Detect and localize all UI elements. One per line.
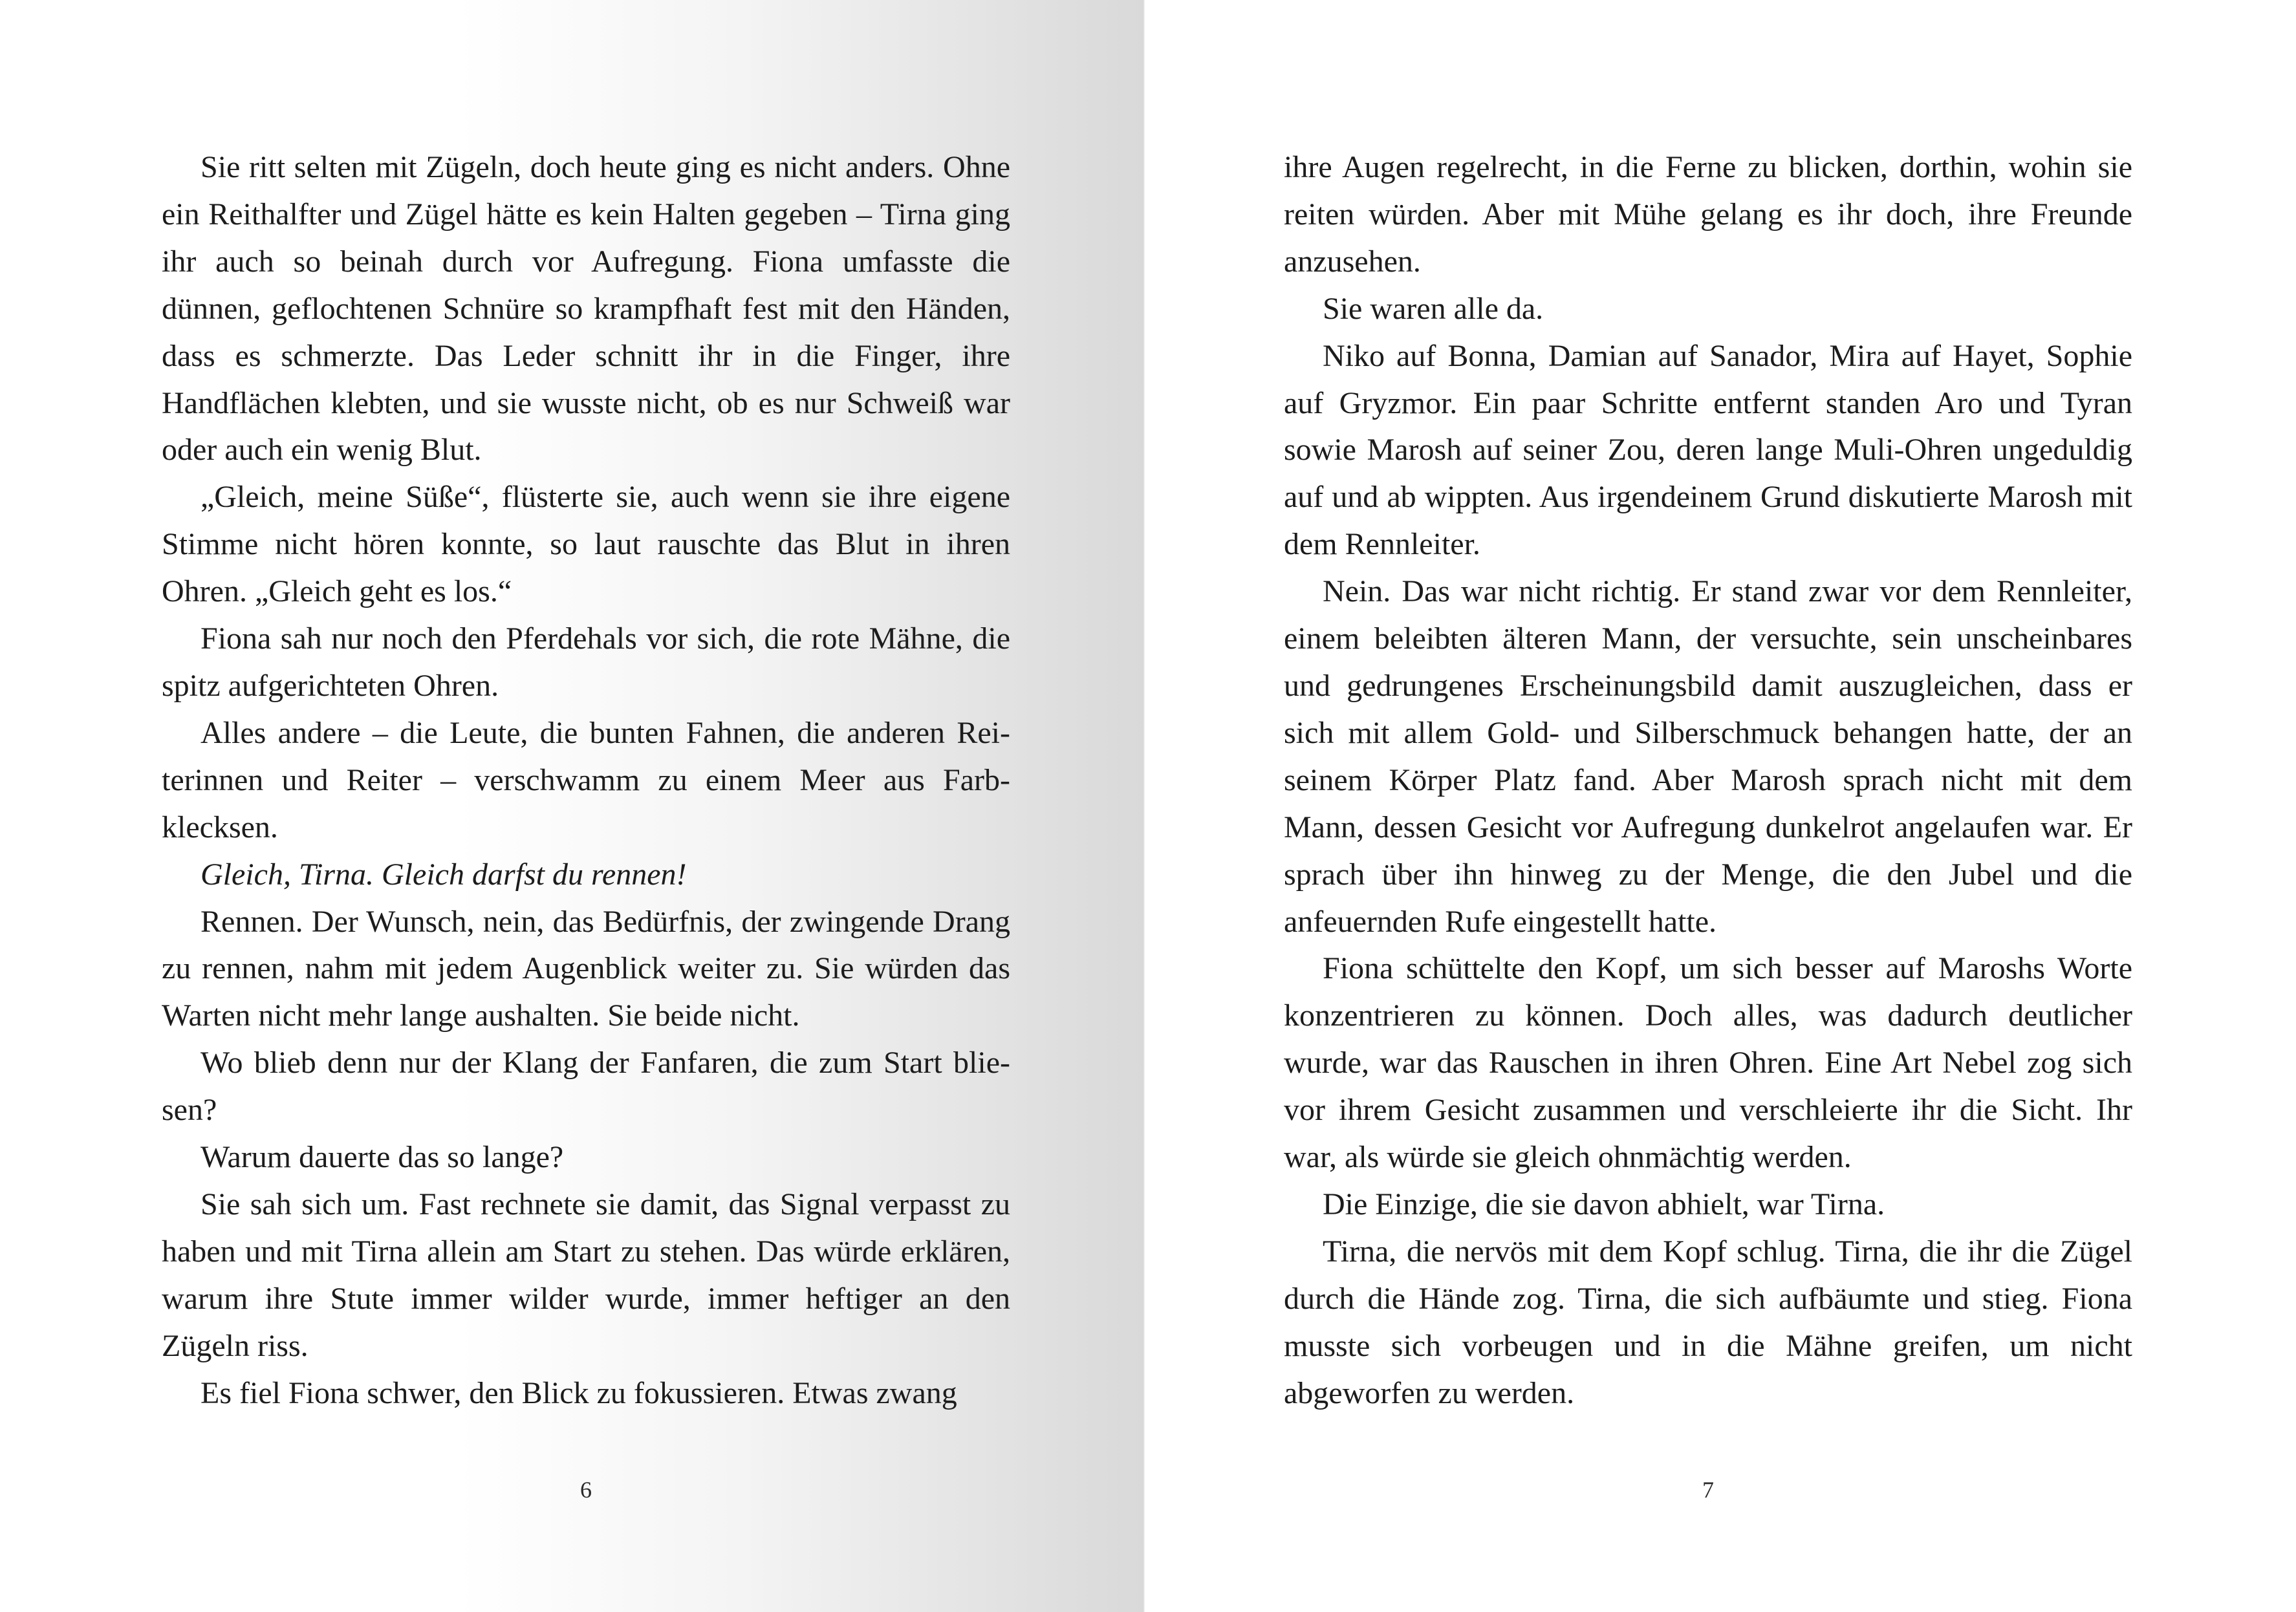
paragraph: Nein. Das war nicht richtig. Er stand zwar vor dem Rennleiter, einem beleibten älteren Mann, der versuchte, sein unscheinbares und gedrungenes Erscheinungsbild damit auszugleichen, dass er sich mit allem Gold- und Silberschmuck behangen hatte, der an seinem Körper Platz fand. Aber Marosh sprach nicht mit dem Mann, dessen Gesicht vor Aufregung dunkelrot angelaufen war. Er sprach über ihn hinweg zu der Menge, die den Jubel und die anfeuernden Rufe eingestellt hatte. bbox=[1284, 574, 2132, 939]
paragraph: Sie sah sich um. Fast rechnete sie damit, das Signal verpasst zu haben und mit Tirna allein am Start zu stehen. Das würde erklären, warum ihre Stute immer wilder wurde, immer heftiger an den Zügeln riss. bbox=[162, 1187, 1010, 1363]
left-page bbox=[0, 0, 1143, 1612]
paragraph: Tirna, die nervös mit dem Kopf schlug. Tirna, die ihr die Zügel durch die Hände zog. Tirna, die sich aufbäumte und stieg. Fiona musste sich vorbeugen und in die Mähne greifen, um nicht abgeworfen zu werden. bbox=[1284, 1234, 2132, 1410]
right-page-text bbox=[1284, 144, 2132, 1417]
paragraph: Die Einzige, die sie davon abhielt, war Tirna. bbox=[1323, 1187, 1885, 1221]
paragraph: Sie ritt selten mit Zügeln, doch heute ging es nicht anders. Ohne ein Reithalfter und Zügel hätte es kein Halten gegeben – Tirna ging ihr auch so beinah durch vor Aufregung. Fiona umfasste die dünnen, geflochtenen Schnüre so krampfhaft fest mit den Händen, dass es schmerzte. Das Leder schnitt ihr in die Finger, ihre Handflächen klebten, und sie wusste nicht, ob es nur Schweiß war oder auch ein wenig Blut. bbox=[162, 150, 1010, 467]
paragraph: Rennen. Der Wunsch, nein, das Bedürfnis, der zwingende Drang zu rennen, nahm mit jedem Augenblick weiter zu. Sie würden das Warten nicht mehr lange aushalten. Sie beide nicht. bbox=[162, 904, 1010, 1033]
paragraph: Alles andere – die Leute, die bunten Fahnen, die anderen Reiterinnen und Reiter – verschwamm zu einem Meer aus Farbklecksen. bbox=[162, 715, 1010, 844]
paragraph: Fiona schüttelte den Kopf, um sich besser auf Maroshs Worte konzentrieren zu können. Doch alles, was dadurch deutlicher wurde, war das Rauschen in ihren Ohren. Eine Art Nebel zog sich vor ihrem Gesicht zusammen und verschleierte ihr die Sicht. Ihr war, als würde sie gleich ohnmächtig werden. bbox=[1284, 951, 2132, 1175]
page-number-right: 7 bbox=[1702, 1477, 1714, 1503]
paragraph: Fiona sah nur noch den Pferdehals vor sich, die rote Mähne, die spitz aufgerichteten Ohren. bbox=[162, 621, 1010, 703]
paragraph: „Gleich, meine Süße“, flüsterte sie, auch wenn sie ihre eigene Stimme nicht hören konnte, so laut rauschte das Blut in ihren Ohren. „Gleich geht es los.“ bbox=[162, 480, 1010, 609]
paragraph: Sie waren alle da. bbox=[1323, 291, 1544, 326]
left-page-text bbox=[162, 144, 1010, 1417]
right-page bbox=[1145, 0, 2296, 1612]
paragraph: Niko auf Bonna, Damian auf Sanador, Mira auf Hayet, Sophie auf Gryzmor. Ein paar Schritte entfernt standen Aro und Tyran sowie Marosh auf seiner Zou, deren lange Muli-Ohren ungeduldig auf und ab wippten. Aus irgendeinem Grund diskutierte Marosh mit dem Rennleiter. bbox=[1284, 338, 2132, 562]
paragraph-continued: ihre Augen regelrecht, in die Ferne zu blicken, dorthin, wohin sie reiten würden. Aber mit Mühe gelang es ihr doch, ihre Freunde anzusehen. bbox=[1284, 150, 2132, 279]
page-number-left: 6 bbox=[580, 1477, 592, 1503]
paragraph: Es fiel Fiona schwer, den Blick zu fokussieren. Etwas zwang bbox=[200, 1375, 957, 1410]
paragraph-italic: Gleich, Tirna. Gleich darfst du rennen! bbox=[200, 857, 687, 892]
paragraph: Warum dauerte das so lange? bbox=[200, 1140, 564, 1175]
paragraph: Wo blieb denn nur der Klang der Fanfaren, die zum Start bliesen? bbox=[162, 1046, 1010, 1128]
